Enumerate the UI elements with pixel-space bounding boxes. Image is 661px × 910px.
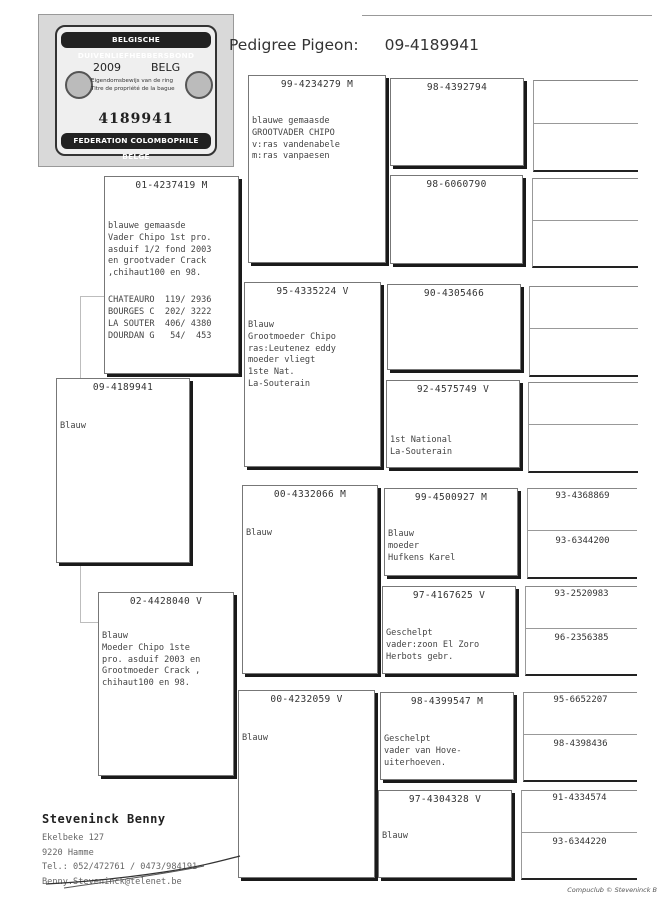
grandparent-desc: Blauw <box>242 733 268 743</box>
great-grandparent-box <box>378 790 512 878</box>
title-label: Pedigree Pigeon: <box>229 36 359 54</box>
great-grandparent-ring: 98-6060790 <box>426 179 487 190</box>
connector <box>80 296 106 297</box>
great-grandparent-ring: 98-4399547 M <box>410 696 484 707</box>
great-grandparent-box <box>390 175 523 264</box>
great-grandparent-box <box>386 380 520 468</box>
great-grandparent-ring: 99-4500927 M <box>414 492 488 503</box>
gen4-divider <box>534 123 638 124</box>
title-ring-number: 09-4189941 <box>384 36 479 54</box>
stamp-ring-number: 4189941 <box>98 111 174 127</box>
great-grandparent-box <box>387 284 521 370</box>
subject-pigeon-box <box>56 378 190 563</box>
connector <box>80 560 81 622</box>
great-grandparent-ring: 90-4305466 <box>423 288 485 299</box>
father-desc: blauwe gemaasde Vader Chipo 1st pro. asduif 1/2 fond 2003 en grootvader Crack ,chihaut100 en 98. <box>108 221 212 279</box>
owner-phone: Tel.: 052/472761 / 0473/984191 <box>42 862 198 872</box>
grandparent-ring: 00-4232059 V <box>270 694 343 705</box>
stamp-seal-icon <box>185 71 213 99</box>
father-result: DOURDAN G 54/ 453 <box>108 331 212 341</box>
gen4-ring: 96-2356385 <box>554 633 609 643</box>
grandparent-ring: 95-4335224 V <box>276 286 349 297</box>
great-grandparent-desc: Geschelpt vader:zoon El Zoro Herbots gebr. <box>386 628 480 662</box>
father-box <box>104 176 239 374</box>
gen4-ring: 93-4368869 <box>555 491 610 501</box>
grandparent-box <box>244 282 381 467</box>
great-grandparent-desc: Geschelpt vader van Hove- uiterhoeven. <box>384 734 462 768</box>
gen4-divider <box>522 832 637 833</box>
gen4-empty-pair <box>528 382 638 473</box>
gen4-ring: 93-6344200 <box>555 536 610 546</box>
gen4-ring: 95-6652207 <box>553 695 608 705</box>
great-grandparent-ring: 97-4167625 V <box>412 590 486 601</box>
gen4-ring: 91-4334574 <box>552 793 607 803</box>
gen4-divider <box>526 628 637 629</box>
stamp-small-text: Eigendomsbewijs van de ring <box>91 78 174 84</box>
great-grandparent-ring: 98-4392794 <box>426 82 488 93</box>
mother-ring: 02-4428040 V <box>129 596 203 607</box>
stamp-bottom-band: FEDERATION COLOMBOPHILE BELGE <box>61 133 211 149</box>
gen4-divider <box>530 328 638 329</box>
stamp-country: BELG <box>151 61 181 74</box>
gen4-ring: 93-6344220 <box>552 837 607 847</box>
stamp-top-band: BELGISCHE DUIVENLIEFHEBBERSBOND <box>61 32 211 48</box>
grandparent-ring: 00-4332066 M <box>273 489 347 500</box>
top-rule <box>362 15 652 16</box>
owner-city: 9220 Hamme <box>42 847 94 858</box>
great-grandparent-ring: 97-4304328 V <box>408 794 482 805</box>
gen4-divider <box>528 530 637 531</box>
father-ring: 01-4237419 M <box>135 180 208 191</box>
father-result: LA SOUTER 406/ 4380 <box>108 319 212 329</box>
father-result: CHATEAURO 119/ 2936 <box>108 295 212 305</box>
grandparent-desc: Blauw Grootmoeder Chipo ras:Leutenez eddy moeder vliegt 1ste Nat. La-Souterain <box>248 320 336 389</box>
page-title <box>229 36 479 54</box>
owner-email: Benny.Steveninck@telenet.be <box>42 876 182 887</box>
gen4-divider <box>533 220 638 221</box>
connector <box>80 296 81 380</box>
stamp-small-text: Titre de propriété de la bague <box>91 86 175 92</box>
gen4-ring: 93-2520983 <box>554 589 609 599</box>
gen4-pair <box>523 692 637 782</box>
grandparent-box <box>242 485 378 674</box>
pigeon-desc: Blauw <box>60 421 86 431</box>
stamp-seal-icon <box>65 71 93 99</box>
great-grandparent-box <box>390 78 524 166</box>
great-grandparent-box <box>384 488 518 576</box>
grandparent-desc: Blauw <box>246 528 272 538</box>
grandparent-desc: blauwe gemaasde GROOTVADER CHIPO v:ras vandenabele m:ras vanpaesen <box>252 116 340 162</box>
gen4-divider <box>529 424 638 425</box>
great-grandparent-desc: Blauw moeder Hufkens Karel <box>388 529 456 563</box>
great-grandparent-desc: Blauw <box>382 831 408 841</box>
gen4-empty-pair <box>532 178 638 268</box>
stamp-year: 2009 <box>93 61 121 74</box>
mother-desc: Blauw Moeder Chipo 1ste pro. asduif 2003 en Grootmoeder Crack , chihaut100 en 98. <box>102 631 201 689</box>
great-grandparent-desc: 1st National La-Souterain <box>390 435 453 457</box>
gen4-empty-pair <box>533 80 638 172</box>
father-result: BOURGES C 202/ 3222 <box>108 307 212 317</box>
gen4-pair <box>527 488 637 579</box>
mother-box <box>98 592 234 776</box>
gen4-ring: 98-4398436 <box>553 739 608 749</box>
gen4-divider <box>524 734 637 735</box>
great-grandparent-box <box>380 692 514 780</box>
connector <box>80 622 100 623</box>
signature-scribble <box>44 852 244 892</box>
owner-street: Ekelbeke 127 <box>42 833 105 843</box>
grandparent-ring: 99-4234279 M <box>280 79 354 90</box>
great-grandparent-box <box>382 586 516 674</box>
footer-credit: Compuclub © Steveninck B <box>567 886 657 894</box>
gen4-pair <box>521 790 637 880</box>
owner-name: Steveninck Benny <box>42 812 166 826</box>
gen4-empty-pair <box>529 286 638 377</box>
pigeon-ring: 09-4189941 <box>92 382 154 393</box>
great-grandparent-ring: 92-4575749 V <box>416 384 490 395</box>
grandparent-box <box>248 75 386 263</box>
ring-certificate-stamp <box>38 14 234 167</box>
gen4-pair <box>525 586 637 676</box>
grandparent-box <box>238 690 375 878</box>
